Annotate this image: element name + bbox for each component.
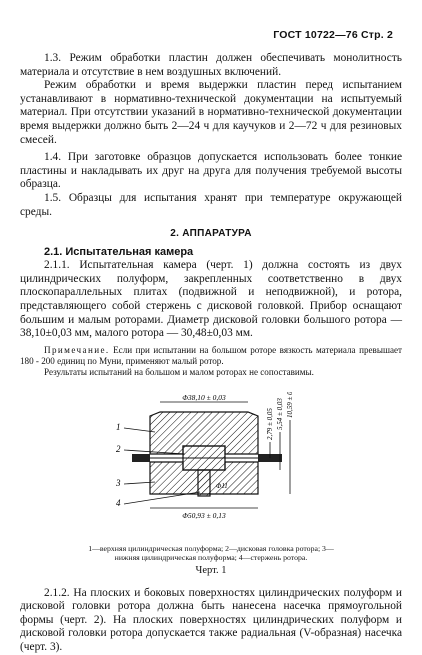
dim-stem: Φ11 — [216, 481, 228, 490]
section-title: 2. АППАРАТУРА — [170, 228, 252, 240]
paragraph-1-3: 1.3. Режим обработки пластин должен обеспечивать монолитность материала и отсутствие в нем воздушных включений. — [20, 52, 402, 78]
document-body — [20, 52, 402, 655]
label-4: 4 — [116, 497, 121, 508]
paragraph-1-5: 1.5. Образцы для испытания хранят при температуре окружающей среды. — [20, 191, 402, 218]
note-label: Примечание. — [44, 344, 110, 355]
figure-number: Черт. 1 — [195, 564, 227, 576]
chamber-drawing — [20, 392, 402, 544]
dim-v3: 10,59 ± 0,03 — [286, 391, 294, 418]
dim-top: Φ38,10 ± 0,03 — [182, 392, 226, 402]
note-text: Если при испытании на большом роторе вязкость материала превышает 180 - 200 единиц по Муни, применяют малый ротор. — [20, 344, 402, 366]
paragraph-1-4: 1.4. При заготовке образцов допускается использовать более тонкие пластины и накладывать их друг на друга для получения требуемой высоты образца. — [20, 151, 402, 191]
dim-v2: 5,54 ± 0,03 — [276, 397, 284, 430]
label-2: 2 — [116, 443, 121, 454]
figure-caption: 1—верхняя цилиндрическая полуформа; 2—дисковая головка ротора; 3—нижняя цилиндрическая полуформа; 4—стержень ротора. — [88, 543, 334, 562]
label-3: 3 — [116, 477, 121, 488]
note — [20, 345, 402, 367]
dim-bottom: Φ50,93 ± 0,13 — [182, 510, 226, 520]
label-1: 1 — [116, 421, 121, 432]
note-text-2: Результаты испытаний на большом и малом роторах не сопоставимы. — [44, 366, 314, 377]
subsection-title: 2.1. Испытательная камера — [44, 246, 194, 259]
figure-chamber — [20, 392, 402, 544]
dim-v1: 2,79 ± 0,05 — [266, 407, 274, 440]
paragraph-1-3-mode: Режим обработки и время выдержки пластин перед испытанием устанавливают в нормативно-технической документации на испытуемый материал. При отсутствии указаний в нормативно-технической документации время выдержки должно быть 2—24 ч для каучуков и 2—72 ч для резиновых смесей. — [20, 79, 402, 146]
paragraph-2-1-1: 2.1.1. Испытательная камера (черт. 1) должна состоять из двух цилиндрических полуформ, закрепленных соответственно в двух плоскопараллельных плитах (подвижной и неподвижной), и ротора, представляющего собой стержень с дисковой головкой. Прибор оснащают большим и малым роторами. Диаметр дисковой головки большого ротора — 38,10±0,03 мм, малого ротора — 30,48±0,03 мм. — [20, 259, 402, 340]
paragraph-2-1-2: 2.1.2. На плоских и боковых поверхностях цилиндрических полуформ и дисковой головки ротора должна быть нанесена насечка прямоугольной формы (черт. 2). На плоских поверхностях цилиндрических полуформ и дисковой головки ротора допускается также радиальная (V-образная) насечка (черт. 3). — [20, 586, 402, 654]
left-plate — [132, 454, 150, 462]
page-header: ГОСТ 10722—76 Стр. 2 — [273, 29, 393, 41]
